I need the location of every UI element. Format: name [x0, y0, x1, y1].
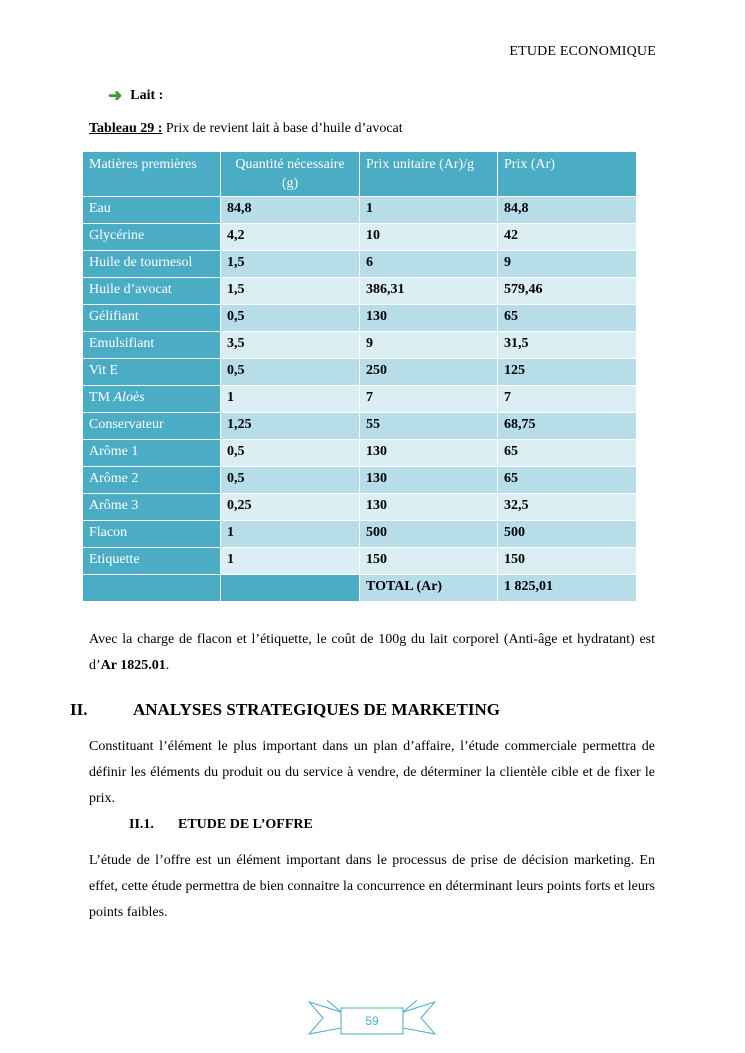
- cell-prix: 125: [498, 359, 637, 386]
- cell-quantite: 3,5: [221, 332, 360, 359]
- arrow-right-icon: ➜: [108, 86, 123, 105]
- cell-quantite: 4,2: [221, 224, 360, 251]
- cell-prix: 31,5: [498, 332, 637, 359]
- header-quantite: Quantité nécessaire (g): [221, 152, 360, 197]
- cell-first: Gélifiant: [83, 305, 221, 332]
- cell-prix-unitaire: 10: [360, 224, 498, 251]
- cell-first: Eau: [83, 197, 221, 224]
- cell-first: Arôme 2: [83, 467, 221, 494]
- table-row: [83, 467, 637, 494]
- paragraph-cost-amount: Ar 1825.01: [100, 658, 166, 673]
- cell-quantite: 1: [221, 386, 360, 413]
- section-ii1-heading: [129, 817, 313, 833]
- cell-prix: 7: [498, 386, 637, 413]
- running-header: ETUDE ECONOMIQUE: [509, 44, 656, 59]
- cell-prix: 65: [498, 467, 637, 494]
- cell-quantite: 0,5: [221, 440, 360, 467]
- cell-first: Emulsifiant: [83, 332, 221, 359]
- paragraph-cost: [89, 627, 655, 679]
- section-lait-label: Lait :: [130, 87, 164, 103]
- cell-prix-unitaire: 130: [360, 440, 498, 467]
- cell-prix-unitaire: 1: [360, 197, 498, 224]
- page-number: 59: [365, 1014, 379, 1028]
- cell-empty: [221, 575, 360, 602]
- table-row: [83, 224, 637, 251]
- cell-prix-unitaire: 130: [360, 467, 498, 494]
- paragraph-ii: Constituant l’élément le plus important dans un plan d’affaire, l’étude commerciale permettra de définir les éléments du produit ou du service à vendre, de déterminer la clientèle cible et de fixer le prix.: [89, 739, 655, 806]
- table-caption-text: Prix de revient lait à base d’huile d’avocat: [162, 121, 403, 136]
- cell-first: Conservateur: [83, 413, 221, 440]
- cell-prix: 65: [498, 305, 637, 332]
- cell-quantite: 1: [221, 548, 360, 575]
- cell-prix-unitaire: 6: [360, 251, 498, 278]
- cell-quantite: 0,5: [221, 305, 360, 332]
- cell-quantite: 1,5: [221, 278, 360, 305]
- cell-prix: 150: [498, 548, 637, 575]
- cell-prix: 65: [498, 440, 637, 467]
- section-ii1-title: ETUDE DE L’OFFRE: [178, 817, 313, 832]
- cell-prix: 500: [498, 521, 637, 548]
- table-row: [83, 332, 637, 359]
- section-ii1-number: II.1.: [129, 817, 154, 832]
- header-prix: Prix (Ar): [498, 152, 637, 197]
- section-ii-number: II.: [70, 700, 88, 719]
- cell-prix: 84,8: [498, 197, 637, 224]
- header-matieres: Matières premières: [83, 152, 221, 197]
- table-row: [83, 359, 637, 386]
- cell-prix: 42: [498, 224, 637, 251]
- paragraph-cost-end: .: [165, 658, 170, 673]
- section-ii-title: ANALYSES STRATEGIQUES DE MARKETING: [133, 700, 501, 719]
- cell-quantite: 1,25: [221, 413, 360, 440]
- table-caption-label: Tableau 29 :: [89, 121, 163, 136]
- cost-table: [82, 151, 637, 602]
- cell-prix: 32,5: [498, 494, 637, 521]
- cell-quantite: 1: [221, 521, 360, 548]
- table-row: [83, 278, 637, 305]
- cell-prix-unitaire: 130: [360, 494, 498, 521]
- cell-quantite: 0,25: [221, 494, 360, 521]
- section-lait-heading: [108, 87, 163, 104]
- cell-prix-unitaire: 150: [360, 548, 498, 575]
- cell-quantite: 84,8: [221, 197, 360, 224]
- table-row: [83, 305, 637, 332]
- cell-first: TM Aloès: [83, 386, 221, 413]
- table-caption: [89, 121, 403, 137]
- header-prix-unitaire: Prix unitaire (Ar)/g: [360, 152, 498, 197]
- cell-prix-unitaire: 9: [360, 332, 498, 359]
- section-ii-heading: [70, 700, 500, 720]
- cell-prix-unitaire: 55: [360, 413, 498, 440]
- cell-first: Huile d’avocat: [83, 278, 221, 305]
- cell-quantite: 0,5: [221, 467, 360, 494]
- cell-empty: [83, 575, 221, 602]
- cell-first: Etiquette: [83, 548, 221, 575]
- table-row: [83, 197, 637, 224]
- table-header-row: [83, 152, 637, 197]
- total-label: TOTAL (Ar): [360, 575, 498, 602]
- paragraph-ii1: L’étude de l’offre est un élément important dans le processus de prise de décision marketing. En effet, cette étude permettra de bien connaitre la concurrence en déterminant leurs points forts et leurs points faibles.: [89, 853, 655, 920]
- table-body: [83, 197, 637, 602]
- cell-prix-unitaire: 7: [360, 386, 498, 413]
- table-row: [83, 440, 637, 467]
- cell-prix: 68,75: [498, 413, 637, 440]
- cell-first: Glycérine: [83, 224, 221, 251]
- cell-first: Arôme 1: [83, 440, 221, 467]
- table-row: [83, 548, 637, 575]
- cell-quantite: 1,5: [221, 251, 360, 278]
- cell-prix: 9: [498, 251, 637, 278]
- page-number-badge: [307, 998, 437, 1038]
- paragraph-cost-text: Avec la charge de flacon et l’étiquette, le coût de 100g du lait corporel (Anti-âge et hydratant) est d’: [89, 632, 655, 673]
- table-row: [83, 386, 637, 413]
- cell-quantite: 0,5: [221, 359, 360, 386]
- table-row: [83, 521, 637, 548]
- cell-first: Huile de tournesol: [83, 251, 221, 278]
- cell-first: Flacon: [83, 521, 221, 548]
- table-row: [83, 494, 637, 521]
- cell-prix-unitaire: 250: [360, 359, 498, 386]
- table-row: [83, 251, 637, 278]
- cell-prix-unitaire: 386,31: [360, 278, 498, 305]
- total-value: 1 825,01: [498, 575, 637, 602]
- cell-prix-unitaire: 500: [360, 521, 498, 548]
- cell-prix-unitaire: 130: [360, 305, 498, 332]
- cell-prix: 579,46: [498, 278, 637, 305]
- table-total-row: [83, 575, 637, 602]
- cell-first: Arôme 3: [83, 494, 221, 521]
- cell-first: Vit E: [83, 359, 221, 386]
- table-row: [83, 413, 637, 440]
